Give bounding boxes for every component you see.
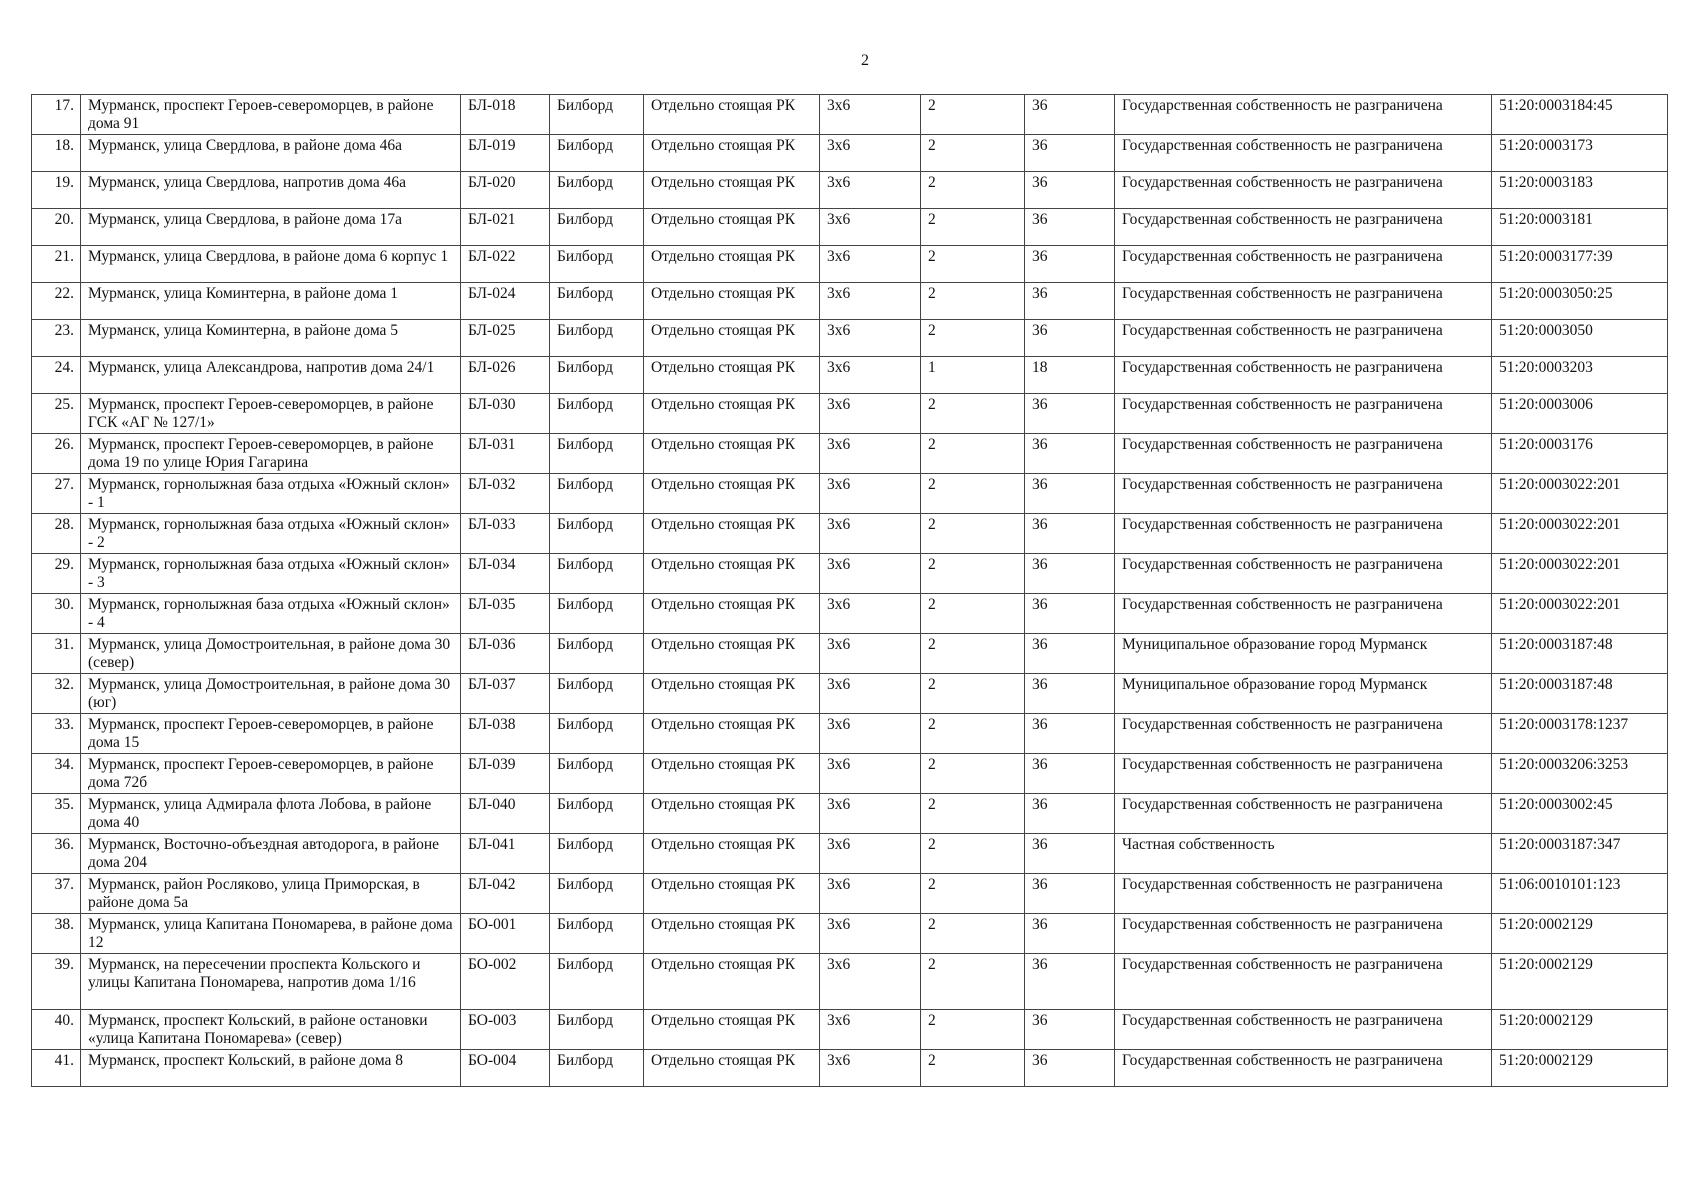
cadastral-cell: 51:20:0003206:3253 (1492, 754, 1668, 794)
size-cell: 3х6 (820, 794, 921, 834)
row-number: 31. (32, 634, 81, 674)
code-cell: БЛ-018 (461, 95, 550, 135)
area-cell: 36 (1025, 172, 1115, 209)
cadastral-cell: 51:20:0003022:201 (1492, 474, 1668, 514)
area-cell: 36 (1025, 320, 1115, 357)
sides-cell: 2 (921, 754, 1025, 794)
table-body (32, 95, 1668, 1087)
type-cell: Билборд (550, 1050, 644, 1087)
area-cell: 36 (1025, 209, 1115, 246)
size-cell: 3х6 (820, 674, 921, 714)
area-cell: 36 (1025, 874, 1115, 914)
sides-cell: 2 (921, 834, 1025, 874)
table-row (32, 283, 1668, 320)
ownership-cell: Государственная собственность не разграничена (1115, 754, 1492, 794)
kind-cell: Отдельно стоящая РК (644, 283, 820, 320)
table-row (32, 714, 1668, 754)
kind-cell: Отдельно стоящая РК (644, 714, 820, 754)
row-number: 29. (32, 554, 81, 594)
ownership-cell: Государственная собственность не разграничена (1115, 246, 1492, 283)
table-row (32, 554, 1668, 594)
type-cell: Билборд (550, 634, 644, 674)
code-cell: БЛ-034 (461, 554, 550, 594)
code-cell: БЛ-033 (461, 514, 550, 554)
cadastral-cell: 51:20:0003203 (1492, 357, 1668, 394)
sides-cell: 2 (921, 434, 1025, 474)
ownership-cell: Государственная собственность не разграничена (1115, 954, 1492, 1010)
kind-cell: Отдельно стоящая РК (644, 1010, 820, 1050)
kind-cell: Отдельно стоящая РК (644, 754, 820, 794)
area-cell: 36 (1025, 834, 1115, 874)
row-number: 17. (32, 95, 81, 135)
ownership-cell: Государственная собственность не разграничена (1115, 434, 1492, 474)
area-cell: 36 (1025, 594, 1115, 634)
table-row (32, 95, 1668, 135)
size-cell: 3х6 (820, 514, 921, 554)
table-row (32, 674, 1668, 714)
table-row (32, 320, 1668, 357)
cadastral-cell: 51:20:0002129 (1492, 1010, 1668, 1050)
table-row (32, 474, 1668, 514)
kind-cell: Отдельно стоящая РК (644, 674, 820, 714)
table-row (32, 135, 1668, 172)
type-cell: Билборд (550, 954, 644, 1010)
type-cell: Билборд (550, 394, 644, 434)
area-cell: 36 (1025, 1010, 1115, 1050)
sides-cell: 2 (921, 474, 1025, 514)
row-number: 37. (32, 874, 81, 914)
table-row (32, 754, 1668, 794)
sides-cell: 2 (921, 634, 1025, 674)
cadastral-cell: 51:20:0003050:25 (1492, 283, 1668, 320)
cadastral-cell: 51:20:0003184:45 (1492, 95, 1668, 135)
area-cell: 36 (1025, 95, 1115, 135)
area-cell: 36 (1025, 634, 1115, 674)
cadastral-cell: 51:20:0003187:48 (1492, 674, 1668, 714)
row-number: 35. (32, 794, 81, 834)
size-cell: 3х6 (820, 634, 921, 674)
table-row (32, 246, 1668, 283)
table-row (32, 634, 1668, 674)
kind-cell: Отдельно стоящая РК (644, 794, 820, 834)
table-row (32, 209, 1668, 246)
ownership-cell: Муниципальное образование город Мурманск (1115, 674, 1492, 714)
cadastral-cell: 51:20:0003050 (1492, 320, 1668, 357)
sides-cell: 2 (921, 554, 1025, 594)
cadastral-cell: 51:20:0003181 (1492, 209, 1668, 246)
kind-cell: Отдельно стоящая РК (644, 874, 820, 914)
area-cell: 36 (1025, 394, 1115, 434)
size-cell: 3х6 (820, 135, 921, 172)
kind-cell: Отдельно стоящая РК (644, 95, 820, 135)
sides-cell: 2 (921, 914, 1025, 954)
address-cell: Мурманск, проспект Кольский, в районе дома 8 (81, 1050, 461, 1087)
cadastral-cell: 51:20:0003173 (1492, 135, 1668, 172)
code-cell: БЛ-038 (461, 714, 550, 754)
code-cell: БЛ-024 (461, 283, 550, 320)
address-cell: Мурманск, улица Адмирала флота Лобова, в районе дома 40 (81, 794, 461, 834)
kind-cell: Отдельно стоящая РК (644, 954, 820, 1010)
code-cell: БО-002 (461, 954, 550, 1010)
code-cell: БО-001 (461, 914, 550, 954)
size-cell: 3х6 (820, 95, 921, 135)
size-cell: 3х6 (820, 209, 921, 246)
ownership-cell: Государственная собственность не разграничена (1115, 95, 1492, 135)
code-cell: БЛ-035 (461, 594, 550, 634)
row-number: 28. (32, 514, 81, 554)
table-row (32, 874, 1668, 914)
table-row (32, 172, 1668, 209)
size-cell: 3х6 (820, 357, 921, 394)
kind-cell: Отдельно стоящая РК (644, 554, 820, 594)
cadastral-cell: 51:20:0003177:39 (1492, 246, 1668, 283)
area-cell: 36 (1025, 674, 1115, 714)
type-cell: Билборд (550, 674, 644, 714)
address-cell: Мурманск, проспект Героев-североморцев, в районе ГСК «АГ № 127/1» (81, 394, 461, 434)
table-row (32, 434, 1668, 474)
size-cell: 3х6 (820, 434, 921, 474)
ownership-cell: Государственная собственность не разграничена (1115, 357, 1492, 394)
table-row (32, 394, 1668, 434)
ownership-cell: Государственная собственность не разграничена (1115, 283, 1492, 320)
type-cell: Билборд (550, 754, 644, 794)
area-cell: 36 (1025, 914, 1115, 954)
cadastral-cell: 51:20:0003006 (1492, 394, 1668, 434)
code-cell: БЛ-019 (461, 135, 550, 172)
sides-cell: 2 (921, 514, 1025, 554)
cadastral-cell: 51:20:0003187:48 (1492, 634, 1668, 674)
address-cell: Мурманск, Восточно-объездная автодорога, в районе дома 204 (81, 834, 461, 874)
row-number: 33. (32, 714, 81, 754)
type-cell: Билборд (550, 714, 644, 754)
kind-cell: Отдельно стоящая РК (644, 514, 820, 554)
address-cell: Мурманск, на пересечении проспекта Кольского и улицы Капитана Пономарева, напротив дома 1/16 (81, 954, 461, 1010)
type-cell: Билборд (550, 172, 644, 209)
ownership-cell: Государственная собственность не разграничена (1115, 209, 1492, 246)
code-cell: БО-003 (461, 1010, 550, 1050)
kind-cell: Отдельно стоящая РК (644, 246, 820, 283)
type-cell: Билборд (550, 874, 644, 914)
sides-cell: 2 (921, 1010, 1025, 1050)
kind-cell: Отдельно стоящая РК (644, 1050, 820, 1087)
area-cell: 36 (1025, 954, 1115, 1010)
address-cell: Мурманск, улица Александрова, напротив дома 24/1 (81, 357, 461, 394)
kind-cell: Отдельно стоящая РК (644, 474, 820, 514)
ownership-cell: Государственная собственность не разграничена (1115, 554, 1492, 594)
row-number: 32. (32, 674, 81, 714)
size-cell: 3х6 (820, 246, 921, 283)
size-cell: 3х6 (820, 1050, 921, 1087)
area-cell: 36 (1025, 283, 1115, 320)
kind-cell: Отдельно стоящая РК (644, 357, 820, 394)
kind-cell: Отдельно стоящая РК (644, 135, 820, 172)
table-row (32, 357, 1668, 394)
code-cell: БЛ-032 (461, 474, 550, 514)
address-cell: Мурманск, улица Свердлова, напротив дома 46а (81, 172, 461, 209)
size-cell: 3х6 (820, 474, 921, 514)
cadastral-cell: 51:20:0002129 (1492, 1050, 1668, 1087)
cadastral-cell: 51:20:0003183 (1492, 172, 1668, 209)
size-cell: 3х6 (820, 714, 921, 754)
code-cell: БЛ-039 (461, 754, 550, 794)
address-cell: Мурманск, улица Свердлова, в районе дома 46а (81, 135, 461, 172)
row-number: 25. (32, 394, 81, 434)
row-number: 34. (32, 754, 81, 794)
area-cell: 36 (1025, 1050, 1115, 1087)
kind-cell: Отдельно стоящая РК (644, 320, 820, 357)
size-cell: 3х6 (820, 320, 921, 357)
area-cell: 36 (1025, 434, 1115, 474)
sides-cell: 2 (921, 246, 1025, 283)
code-cell: БЛ-020 (461, 172, 550, 209)
ownership-cell: Государственная собственность не разграничена (1115, 594, 1492, 634)
type-cell: Билборд (550, 320, 644, 357)
size-cell: 3х6 (820, 914, 921, 954)
table-row (32, 794, 1668, 834)
address-cell: Мурманск, улица Свердлова, в районе дома 17а (81, 209, 461, 246)
address-cell: Мурманск, проспект Кольский, в районе остановки «улица Капитана Пономарева» (север) (81, 1010, 461, 1050)
code-cell: БО-004 (461, 1050, 550, 1087)
sides-cell: 2 (921, 1050, 1025, 1087)
type-cell: Билборд (550, 1010, 644, 1050)
address-cell: Мурманск, улица Свердлова, в районе дома 6 корпус 1 (81, 246, 461, 283)
ownership-cell: Государственная собственность не разграничена (1115, 514, 1492, 554)
size-cell: 3х6 (820, 954, 921, 1010)
sides-cell: 2 (921, 135, 1025, 172)
address-cell: Мурманск, проспект Героев-североморцев, в районе дома 91 (81, 95, 461, 135)
ownership-cell: Частная собственность (1115, 834, 1492, 874)
sides-cell: 1 (921, 357, 1025, 394)
page-number: 2 (861, 52, 869, 69)
row-number: 40. (32, 1010, 81, 1050)
row-number: 30. (32, 594, 81, 634)
area-cell: 36 (1025, 554, 1115, 594)
area-cell: 36 (1025, 514, 1115, 554)
code-cell: БЛ-025 (461, 320, 550, 357)
address-cell: Мурманск, проспект Героев-североморцев, в районе дома 15 (81, 714, 461, 754)
row-number: 36. (32, 834, 81, 874)
address-cell: Мурманск, горнолыжная база отдыха «Южный склон» - 4 (81, 594, 461, 634)
type-cell: Билборд (550, 283, 644, 320)
kind-cell: Отдельно стоящая РК (644, 914, 820, 954)
code-cell: БЛ-036 (461, 634, 550, 674)
cadastral-cell: 51:20:0003176 (1492, 434, 1668, 474)
type-cell: Билборд (550, 474, 644, 514)
type-cell: Билборд (550, 554, 644, 594)
sides-cell: 2 (921, 172, 1025, 209)
row-number: 23. (32, 320, 81, 357)
kind-cell: Отдельно стоящая РК (644, 394, 820, 434)
sides-cell: 2 (921, 320, 1025, 357)
cadastral-cell: 51:06:0010101:123 (1492, 874, 1668, 914)
sides-cell: 2 (921, 394, 1025, 434)
type-cell: Билборд (550, 209, 644, 246)
cadastral-cell: 51:20:0002129 (1492, 914, 1668, 954)
code-cell: БЛ-037 (461, 674, 550, 714)
cadastral-cell: 51:20:0003002:45 (1492, 794, 1668, 834)
size-cell: 3х6 (820, 172, 921, 209)
table-row (32, 594, 1668, 634)
row-number: 24. (32, 357, 81, 394)
sides-cell: 2 (921, 714, 1025, 754)
size-cell: 3х6 (820, 554, 921, 594)
address-cell: Мурманск, проспект Героев-североморцев, в районе дома 19 по улице Юрия Гагарина (81, 434, 461, 474)
address-cell: Мурманск, улица Коминтерна, в районе дома 5 (81, 320, 461, 357)
type-cell: Билборд (550, 434, 644, 474)
code-cell: БЛ-022 (461, 246, 550, 283)
area-cell: 36 (1025, 754, 1115, 794)
sides-cell: 2 (921, 794, 1025, 834)
type-cell: Билборд (550, 794, 644, 834)
row-number: 19. (32, 172, 81, 209)
type-cell: Билборд (550, 357, 644, 394)
kind-cell: Отдельно стоящая РК (644, 594, 820, 634)
table-row (32, 514, 1668, 554)
sides-cell: 2 (921, 283, 1025, 320)
row-number: 39. (32, 954, 81, 1010)
address-cell: Мурманск, улица Коминтерна, в районе дома 1 (81, 283, 461, 320)
cadastral-cell: 51:20:0003022:201 (1492, 554, 1668, 594)
code-cell: БЛ-021 (461, 209, 550, 246)
type-cell: Билборд (550, 246, 644, 283)
ownership-cell: Государственная собственность не разграничена (1115, 320, 1492, 357)
table-row (32, 834, 1668, 874)
row-number: 38. (32, 914, 81, 954)
sides-cell: 2 (921, 874, 1025, 914)
ownership-cell: Государственная собственность не разграничена (1115, 474, 1492, 514)
ownership-cell: Государственная собственность не разграничена (1115, 714, 1492, 754)
row-number: 22. (32, 283, 81, 320)
address-cell: Мурманск, улица Капитана Пономарева, в районе дома 12 (81, 914, 461, 954)
ownership-cell: Государственная собственность не разграничена (1115, 394, 1492, 434)
sides-cell: 2 (921, 594, 1025, 634)
type-cell: Билборд (550, 594, 644, 634)
ownership-cell: Государственная собственность не разграничена (1115, 1050, 1492, 1087)
sides-cell: 2 (921, 954, 1025, 1010)
area-cell: 36 (1025, 714, 1115, 754)
code-cell: БЛ-040 (461, 794, 550, 834)
address-cell: Мурманск, район Росляково, улица Приморская, в районе дома 5а (81, 874, 461, 914)
code-cell: БЛ-030 (461, 394, 550, 434)
type-cell: Билборд (550, 95, 644, 135)
kind-cell: Отдельно стоящая РК (644, 834, 820, 874)
ownership-cell: Государственная собственность не разграничена (1115, 1010, 1492, 1050)
cadastral-cell: 51:20:0003022:201 (1492, 514, 1668, 554)
table-row (32, 954, 1668, 1010)
cadastral-cell: 51:20:0003022:201 (1492, 594, 1668, 634)
cadastral-cell: 51:20:0003187:347 (1492, 834, 1668, 874)
ownership-cell: Государственная собственность не разграничена (1115, 794, 1492, 834)
ownership-cell: Государственная собственность не разграничена (1115, 914, 1492, 954)
address-cell: Мурманск, горнолыжная база отдыха «Южный склон» - 3 (81, 554, 461, 594)
ownership-cell: Муниципальное образование город Мурманск (1115, 634, 1492, 674)
address-cell: Мурманск, горнолыжная база отдыха «Южный склон» - 1 (81, 474, 461, 514)
type-cell: Билборд (550, 834, 644, 874)
kind-cell: Отдельно стоящая РК (644, 209, 820, 246)
area-cell: 36 (1025, 135, 1115, 172)
table-row (32, 1050, 1668, 1087)
address-cell: Мурманск, улица Домостроительная, в районе дома 30 (север) (81, 634, 461, 674)
address-cell: Мурманск, горнолыжная база отдыха «Южный склон» - 2 (81, 514, 461, 554)
kind-cell: Отдельно стоящая РК (644, 172, 820, 209)
row-number: 27. (32, 474, 81, 514)
size-cell: 3х6 (820, 834, 921, 874)
row-number: 41. (32, 1050, 81, 1087)
table-row (32, 1010, 1668, 1050)
area-cell: 36 (1025, 474, 1115, 514)
size-cell: 3х6 (820, 874, 921, 914)
code-cell: БЛ-041 (461, 834, 550, 874)
row-number: 20. (32, 209, 81, 246)
table-row (32, 914, 1668, 954)
size-cell: 3х6 (820, 394, 921, 434)
cadastral-cell: 51:20:0002129 (1492, 954, 1668, 1010)
type-cell: Билборд (550, 135, 644, 172)
sides-cell: 2 (921, 209, 1025, 246)
type-cell: Билборд (550, 914, 644, 954)
area-cell: 36 (1025, 246, 1115, 283)
size-cell: 3х6 (820, 594, 921, 634)
area-cell: 36 (1025, 794, 1115, 834)
ownership-cell: Государственная собственность не разграничена (1115, 135, 1492, 172)
ownership-cell: Государственная собственность не разграничена (1115, 172, 1492, 209)
row-number: 21. (32, 246, 81, 283)
code-cell: БЛ-042 (461, 874, 550, 914)
ownership-cell: Государственная собственность не разграничена (1115, 874, 1492, 914)
kind-cell: Отдельно стоящая РК (644, 634, 820, 674)
code-cell: БЛ-031 (461, 434, 550, 474)
address-cell: Мурманск, улица Домостроительная, в районе дома 30 (юг) (81, 674, 461, 714)
row-number: 26. (32, 434, 81, 474)
kind-cell: Отдельно стоящая РК (644, 434, 820, 474)
sides-cell: 2 (921, 95, 1025, 135)
type-cell: Билборд (550, 514, 644, 554)
size-cell: 3х6 (820, 754, 921, 794)
code-cell: БЛ-026 (461, 357, 550, 394)
size-cell: 3х6 (820, 283, 921, 320)
size-cell: 3х6 (820, 1010, 921, 1050)
advertising-structures-table (31, 94, 1668, 1087)
cadastral-cell: 51:20:0003178:1237 (1492, 714, 1668, 754)
area-cell: 18 (1025, 357, 1115, 394)
sides-cell: 2 (921, 674, 1025, 714)
address-cell: Мурманск, проспект Героев-североморцев, в районе дома 72б (81, 754, 461, 794)
row-number: 18. (32, 135, 81, 172)
